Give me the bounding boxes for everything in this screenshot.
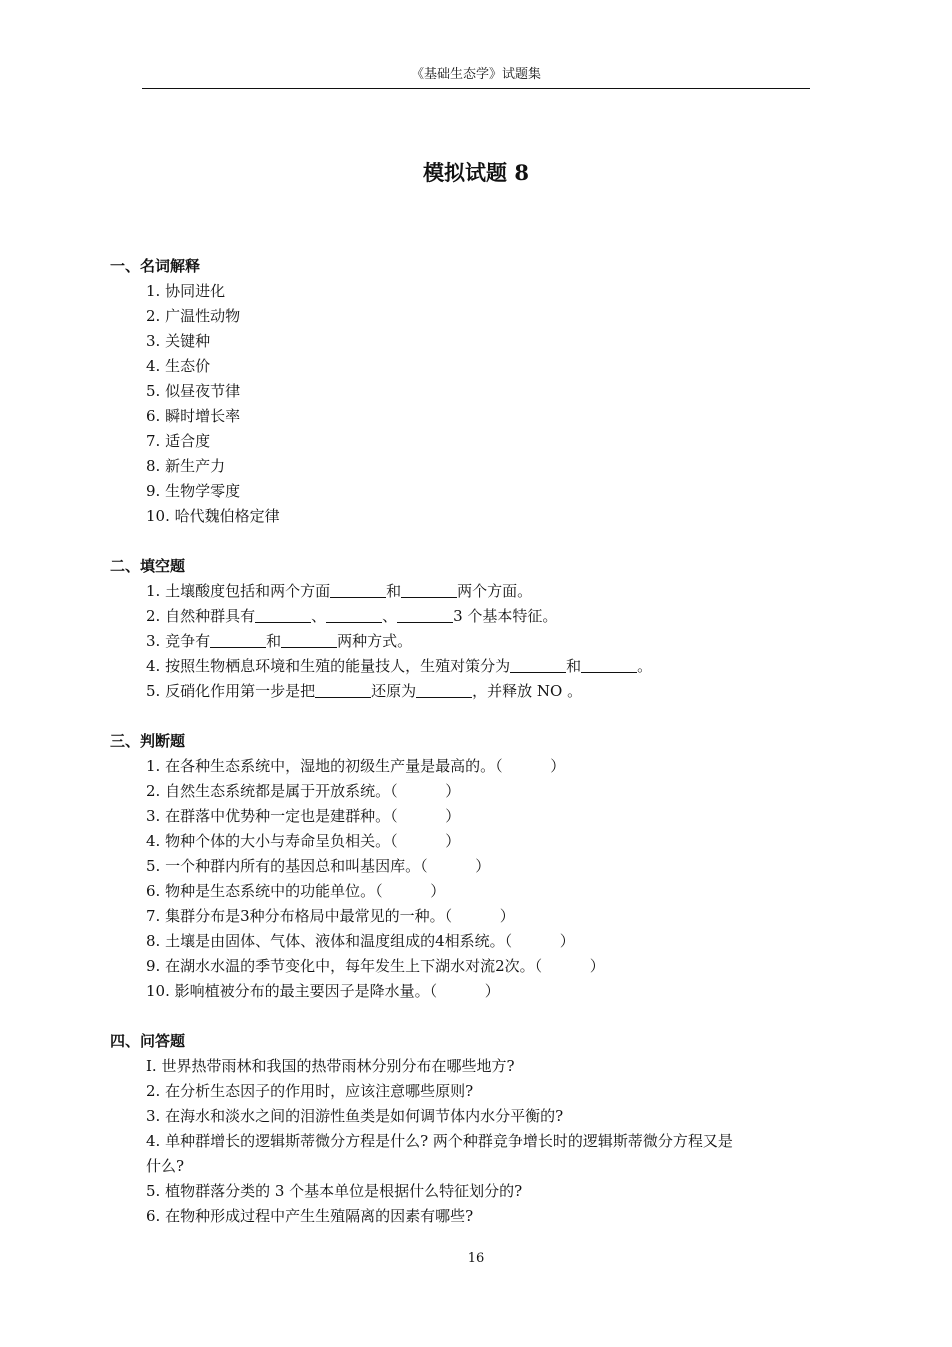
item-text: 1. 土壤酸度包括和两个方面 <box>146 582 331 600</box>
list-item: 4. 物种个体的大小与寿命呈负相关。（ ） <box>146 832 461 850</box>
section-heading: 二、填空题 <box>110 557 186 575</box>
list-item: 4. 生态价 <box>146 357 211 375</box>
list-item-continuation: 什么? <box>146 1157 185 1175</box>
list-item: 8. 土壤是由固体、气体、液体和温度组成的4相系统。（ ） <box>146 932 575 950</box>
list-item: 7. 集群分布是3种分布格局中最常见的一种。（ ） <box>146 907 515 925</box>
list-item: 2. 广温性动物 <box>146 307 241 325</box>
list-item: 2. 自然生态系统都是属于开放系统。（ ） <box>146 782 461 800</box>
answer-blank <box>281 631 337 648</box>
answer-blank <box>397 606 453 623</box>
item-text: 2. 自然种群具有 <box>146 607 256 625</box>
fill-blank-item <box>110 654 830 679</box>
list-item: 6. 物种是生态系统中的功能单位。（ ） <box>146 882 446 900</box>
item-text: 、 <box>382 607 398 625</box>
item-text: 3. 竞争有 <box>146 632 211 650</box>
list-item: 10. 哈代魏伯格定律 <box>146 507 280 525</box>
item-text: 。 <box>637 657 653 675</box>
list-item: 2. 在分析生态因子的作用时，应该注意哪些原则? <box>146 1082 474 1100</box>
answer-blank <box>510 656 566 673</box>
list-item: 5. 似昼夜节律 <box>146 382 241 400</box>
section-heading: 四、问答题 <box>110 1032 186 1050</box>
list-item: 3. 在群落中优势种一定也是建群种。（ ） <box>146 807 461 825</box>
list-item: 9. 生物学零度 <box>146 482 241 500</box>
item-text: 、 <box>311 607 327 625</box>
item-text: 和 <box>266 632 282 650</box>
page-number: 16 <box>467 1251 485 1266</box>
section-heading: 三、判断题 <box>110 732 186 750</box>
item-text: ，并释放 NO 。 <box>472 682 583 700</box>
fill-blank-item <box>110 579 830 604</box>
fill-blank-item <box>110 629 830 654</box>
fill-blank-item <box>110 604 830 629</box>
page-title: 模拟试题 8 <box>423 160 529 185</box>
list-item: 5. 一个种群内所有的基因总和叫基因库。（ ） <box>146 857 491 875</box>
list-item: 1. 在各种生态系统中，湿地的初级生产量是最高的。（ ） <box>146 757 566 775</box>
list-item: 6. 在物种形成过程中产生生殖隔离的因素有哪些? <box>146 1207 474 1225</box>
answer-blank <box>401 581 457 598</box>
list-item: 5. 植物群落分类的 3 个基本单位是根据什么特征划分的? <box>146 1182 523 1200</box>
item-text: 和 <box>386 582 402 600</box>
list-item: 6. 瞬时增长率 <box>146 407 241 425</box>
list-item: 8. 新生产力 <box>146 457 226 475</box>
answer-blank <box>581 656 637 673</box>
answer-blank <box>330 581 386 598</box>
item-text: 4. 按照生物栖息环境和生殖的能量技人，生殖对策分为 <box>146 657 511 675</box>
item-text: 3 个基本特征。 <box>453 607 558 625</box>
list-item: 1. 协同进化 <box>146 282 226 300</box>
item-text: 两种方式。 <box>337 632 413 650</box>
item-text: 和 <box>566 657 582 675</box>
list-item: 10. 影响植被分布的最主要因子是降水量。（ ） <box>146 982 500 1000</box>
list-item: 3. 关键种 <box>146 332 211 350</box>
section-true-false <box>110 729 830 1004</box>
answer-blank <box>315 681 371 698</box>
header-rule <box>142 88 810 89</box>
answer-blank <box>416 681 472 698</box>
list-item: 7. 适合度 <box>146 432 211 450</box>
answer-blank <box>210 631 266 648</box>
list-item: 3. 在海水和淡水之间的泪游性鱼类是如何调节体内水分平衡的? <box>146 1107 564 1125</box>
section-terms <box>110 254 830 529</box>
list-item: 9. 在湖水水温的季节变化中，每年发生上下湖水对流2次。（ ） <box>146 957 605 975</box>
item-text: 5. 反硝化作用第一步是把 <box>146 682 316 700</box>
answer-blank <box>326 606 382 623</box>
section-questions <box>110 1029 830 1229</box>
running-header: 《基础生态学》试题集 <box>410 67 541 82</box>
item-text: 还原为 <box>371 682 417 700</box>
list-item: 4. 单种群增长的逻辑斯蒂微分方程是什么? 两个种群竞争增长时的逻辑斯蒂微分方程又是 <box>146 1132 733 1150</box>
list-item: I. 世界热带雨林和我国的热带雨林分别分布在哪些地方? <box>146 1057 515 1075</box>
answer-blank <box>255 606 311 623</box>
fill-blank-item <box>110 679 830 704</box>
section-fill-blank <box>110 554 830 704</box>
section-heading: 一、名词解释 <box>110 257 201 275</box>
item-text: 两个方面。 <box>457 582 533 600</box>
